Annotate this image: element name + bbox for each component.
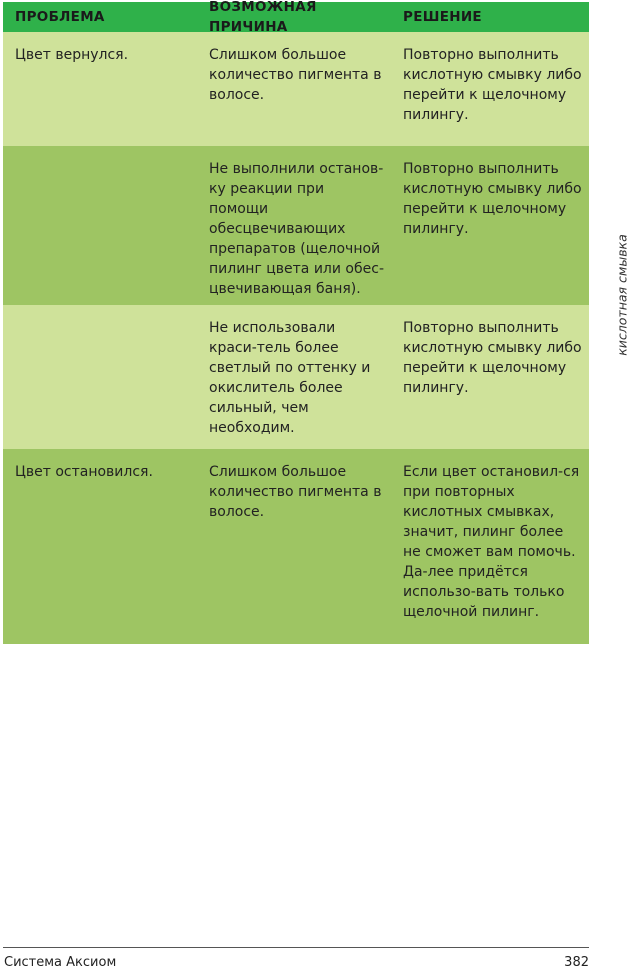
table-row xyxy=(3,305,589,449)
header-problem: ПРОБЛЕМА xyxy=(15,9,105,25)
header-cause: ВОЗМОЖНАЯ ПРИЧИНА xyxy=(209,0,317,35)
solution-cell: Если цвет остановил-ся при повторных кислотных смывках, значит, пилинг более не сможет вам помочь. Да-лее придётся использо-вать только щелочной пилинг. xyxy=(403,464,580,620)
table-row xyxy=(3,32,589,146)
table-header xyxy=(3,0,589,35)
problem-cell: Цвет вернулся. xyxy=(15,47,129,63)
cause-cell: Не использовали краси-тель более светлый по оттенку и окислитель более сильный, чем необходим. xyxy=(209,320,371,436)
troubleshooting-table xyxy=(3,2,589,644)
problem-cell xyxy=(3,305,198,449)
solution-cell: Повторно выполнить кислотную смывку либо перейти к щелочному пилингу. xyxy=(403,47,582,123)
footer-book-title: Система Аксиом xyxy=(4,955,117,970)
cause-cell: Не выполнили останов-ку реакции при помощи обесцвечивающих препаратов (щелочной пилинг цвета или обес-цвечивающая баня). xyxy=(209,161,384,297)
cause-cell: Слишком большое количество пигмента в волосе. xyxy=(209,47,382,103)
table-row xyxy=(3,449,589,644)
header-solution: РЕШЕНИЕ xyxy=(403,9,482,25)
solution-cell: Повторно выполнить кислотную смывку либо перейти к щелочному пилингу. xyxy=(403,161,582,237)
cause-cell: Слишком большое количество пигмента в волосе. xyxy=(209,464,382,520)
problem-cell xyxy=(3,146,198,305)
table-row xyxy=(3,146,589,305)
solution-cell: Повторно выполнить кислотную смывку либо перейти к щелочному пилингу. xyxy=(403,320,582,396)
footer-divider xyxy=(3,947,589,948)
section-side-label: кислотная смывка xyxy=(614,234,630,356)
page-number: 382 xyxy=(564,955,589,970)
problem-cell: Цвет остановился. xyxy=(15,464,153,480)
